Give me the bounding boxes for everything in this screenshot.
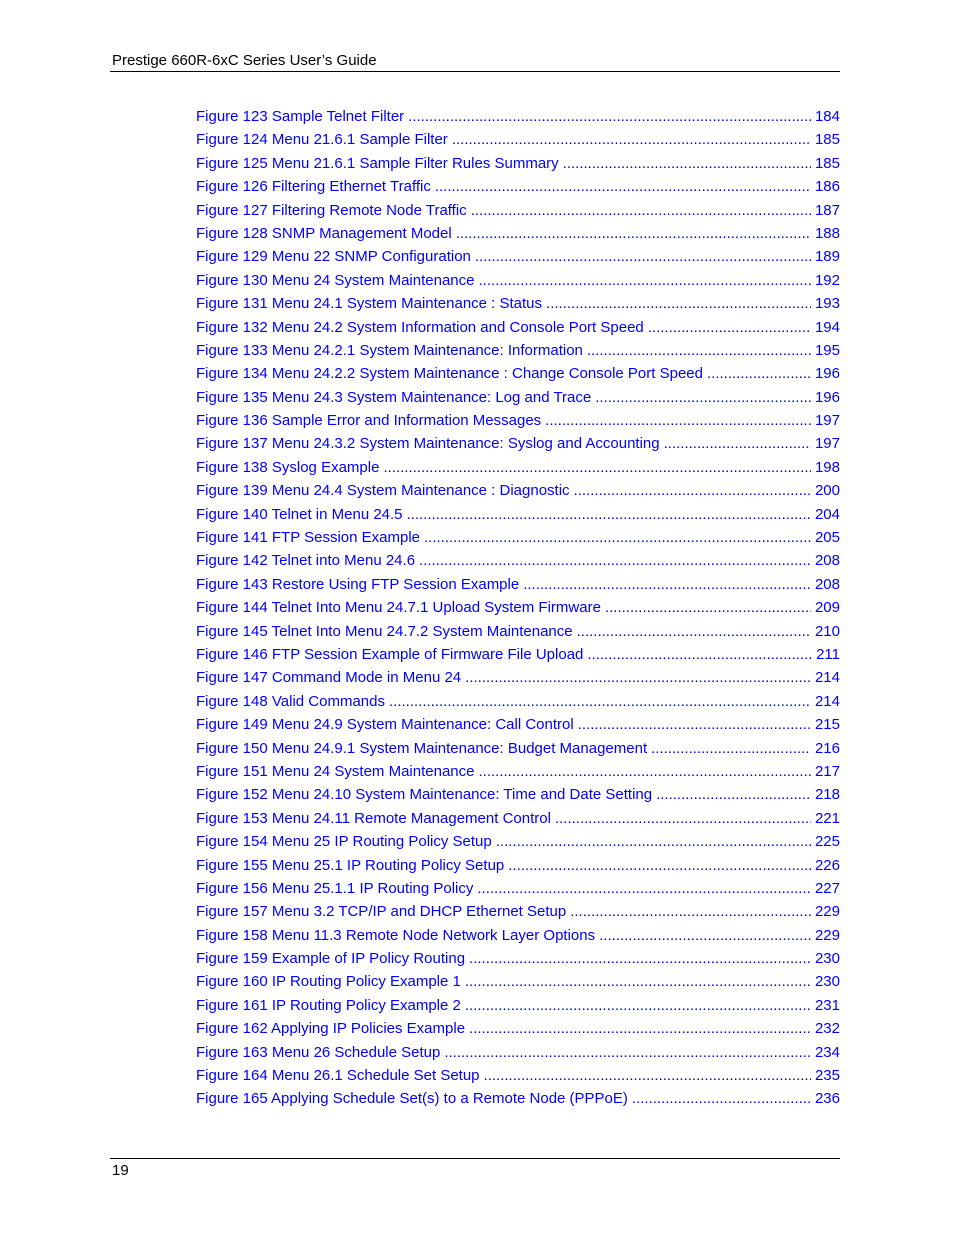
- toc-entry-page: 193: [814, 295, 840, 313]
- toc-dot-leader: [383, 456, 811, 479]
- toc-entry-title: Figure 160 IP Routing Policy Example 1: [196, 973, 461, 991]
- toc-entry-title: Figure 141 FTP Session Example: [196, 529, 420, 547]
- toc-entry-title: Figure 130 Menu 24 System Maintenance: [196, 271, 475, 289]
- toc-entry-link[interactable]: [196, 456, 840, 479]
- toc-dot-leader: [465, 970, 811, 993]
- toc-entry-page: 215: [814, 716, 840, 734]
- toc-entry-title: Figure 154 Menu 25 IP Routing Policy Setup: [196, 833, 492, 851]
- toc-dot-leader: [471, 199, 811, 222]
- toc-entry-title: Figure 153 Menu 24.11 Remote Management Control: [196, 809, 551, 827]
- toc-entry-link[interactable]: [196, 666, 840, 689]
- toc-entry-page: 231: [814, 996, 840, 1014]
- toc-dot-leader: [419, 549, 811, 572]
- toc-dot-leader: [707, 362, 811, 385]
- toc-dot-leader: [484, 1064, 811, 1087]
- toc-dot-leader: [599, 924, 811, 947]
- toc-entry-link[interactable]: [196, 479, 840, 502]
- toc-dot-leader: [469, 1017, 811, 1040]
- toc-entry-title: Figure 148 Valid Commands: [196, 692, 385, 710]
- toc-entry-title: Figure 135 Menu 24.3 System Maintenance: Log and Trace: [196, 388, 592, 406]
- toc-entry-title: Figure 125 Menu 21.6.1 Sample Filter Rules Summary: [196, 154, 559, 172]
- toc-entry-title: Figure 129 Menu 22 SNMP Configuration: [196, 248, 471, 266]
- toc-entry-title: Figure 164 Menu 26.1 Schedule Set Setup: [196, 1067, 480, 1085]
- toc-entry-title: Figure 136 Sample Error and Information Messages: [196, 412, 542, 430]
- toc-entry-title: Figure 134 Menu 24.2.2 System Maintenance : Change Console Port Speed: [196, 365, 703, 383]
- toc-entry-title: Figure 155 Menu 25.1 IP Routing Policy Setup: [196, 856, 505, 874]
- toc-entry-page: 205: [814, 529, 840, 547]
- toc-entry-page: 186: [814, 178, 840, 196]
- toc-entry-title: Figure 159 Example of IP Policy Routing: [196, 950, 466, 968]
- toc-entry-page: 225: [814, 833, 840, 851]
- toc-dot-leader: [656, 783, 811, 806]
- toc-entry-page: 229: [814, 903, 840, 921]
- toc-entry-title: Figure 133 Menu 24.2.1 System Maintenance: Information: [196, 341, 583, 359]
- toc-entry-title: Figure 149 Menu 24.9 System Maintenance: Call Control: [196, 716, 574, 734]
- toc-entry-link[interactable]: [196, 526, 840, 549]
- toc-entry-page: 214: [814, 669, 840, 687]
- toc-dot-leader: [555, 807, 811, 830]
- toc-entry-link[interactable]: [196, 1041, 840, 1064]
- toc-entry-page: 236: [814, 1090, 840, 1108]
- toc-dot-leader: [508, 854, 811, 877]
- toc-entry-link[interactable]: [196, 830, 840, 853]
- toc-entry-page: 234: [814, 1043, 840, 1061]
- toc-entry-page: 188: [814, 224, 840, 242]
- toc-entry-title: Figure 161 IP Routing Policy Example 2: [196, 996, 461, 1014]
- toc-dot-leader: [477, 877, 811, 900]
- footer-divider: [110, 1158, 840, 1159]
- header-divider: [110, 71, 840, 72]
- toc-dot-leader: [435, 175, 811, 198]
- toc-dot-leader: [479, 269, 811, 292]
- toc-dot-leader: [465, 666, 811, 689]
- toc-dot-leader: [456, 222, 811, 245]
- toc-entry-page: 196: [814, 365, 840, 383]
- toc-entry-link[interactable]: [196, 549, 840, 572]
- toc-entry-page: 214: [814, 692, 840, 710]
- page-header-title: Prestige 660R-6xC Series User’s Guide: [112, 52, 377, 69]
- toc-dot-leader: [452, 128, 811, 151]
- toc-dot-leader: [574, 479, 811, 502]
- toc-entry-title: Figure 123 Sample Telnet Filter: [196, 108, 405, 125]
- toc-entry-title: Figure 138 Syslog Example: [196, 458, 380, 476]
- toc-entry-link[interactable]: [196, 105, 840, 128]
- toc-dot-leader: [546, 292, 811, 315]
- toc-entry-link[interactable]: [196, 737, 840, 760]
- toc-entry-link[interactable]: [196, 339, 840, 362]
- toc-entry-page: 230: [814, 950, 840, 968]
- table-of-figures: [196, 105, 840, 1111]
- toc-entry-link[interactable]: [196, 620, 840, 643]
- toc-entry-page: 204: [814, 505, 840, 523]
- footer-page-number: 19: [112, 1162, 129, 1179]
- toc-entry-link[interactable]: [196, 245, 840, 268]
- toc-entry-link[interactable]: [196, 316, 840, 339]
- toc-entry-link[interactable]: [196, 409, 840, 432]
- toc-entry-page: 226: [814, 856, 840, 874]
- toc-entry-link[interactable]: [196, 128, 840, 151]
- toc-entry-title: Figure 163 Menu 26 Schedule Setup: [196, 1043, 441, 1061]
- toc-entry-link[interactable]: [196, 362, 840, 385]
- toc-entry-link[interactable]: [196, 292, 840, 315]
- toc-entry-page: 185: [814, 131, 840, 149]
- toc-entry-page: 196: [814, 388, 840, 406]
- toc-entry-link[interactable]: [196, 877, 840, 900]
- toc-entry-title: Figure 147 Command Mode in Menu 24: [196, 669, 462, 687]
- toc-entry-title: Figure 151 Menu 24 System Maintenance: [196, 762, 475, 780]
- toc-entry-link[interactable]: [196, 1017, 840, 1040]
- toc-entry-link[interactable]: [196, 1087, 840, 1110]
- toc-entry-title: Figure 144 Telnet Into Menu 24.7.1 Upload System Firmware: [196, 599, 601, 617]
- toc-entry-link[interactable]: [196, 643, 840, 666]
- toc-entry-page: 197: [814, 412, 840, 430]
- toc-entry-link[interactable]: [196, 152, 840, 175]
- toc-entry-page: 227: [814, 879, 840, 897]
- toc-entry-title: Figure 157 Menu 3.2 TCP/IP and DHCP Ethernet Setup: [196, 903, 567, 921]
- toc-entry-page: 194: [814, 318, 840, 336]
- toc-entry-link[interactable]: [196, 386, 840, 409]
- toc-dot-leader: [587, 339, 811, 362]
- toc-entry-title: Figure 143 Restore Using FTP Session Example: [196, 575, 520, 593]
- toc-entry-link[interactable]: [196, 199, 840, 222]
- toc-entry-page: 209: [814, 599, 840, 617]
- toc-entry-link[interactable]: [196, 269, 840, 292]
- toc-entry-page: 200: [814, 482, 840, 500]
- toc-entry-link[interactable]: [196, 994, 840, 1017]
- toc-entry-link[interactable]: [196, 222, 840, 245]
- toc-entry-title: Figure 146 FTP Session Example of Firmware File Upload: [196, 645, 584, 663]
- toc-dot-leader: [605, 596, 811, 619]
- toc-entry-link[interactable]: [196, 924, 840, 947]
- toc-entry-page: 229: [814, 926, 840, 944]
- toc-entry-page: 192: [814, 271, 840, 289]
- toc-entry-title: Figure 150 Menu 24.9.1 System Maintenance: Budget Management: [196, 739, 648, 757]
- toc-entry-page: 187: [814, 201, 840, 219]
- toc-entry-page: 198: [814, 458, 840, 476]
- toc-dot-leader: [408, 105, 811, 128]
- toc-entry-link[interactable]: [196, 596, 840, 619]
- toc-dot-leader: [496, 830, 811, 853]
- toc-dot-leader: [479, 760, 811, 783]
- toc-entry-title: Figure 158 Menu 11.3 Remote Node Network Layer Options: [196, 926, 596, 944]
- toc-entry-title: Figure 156 Menu 25.1.1 IP Routing Policy: [196, 879, 474, 897]
- toc-entry-link[interactable]: [196, 573, 840, 596]
- toc-entry-title: Figure 137 Menu 24.3.2 System Maintenance: Syslog and Accounting: [196, 435, 660, 453]
- toc-entry-title: Figure 124 Menu 21.6.1 Sample Filter: [196, 131, 448, 149]
- toc-entry-link[interactable]: [196, 690, 840, 713]
- toc-entry-page: 235: [814, 1067, 840, 1085]
- toc-entry-title: Figure 140 Telnet in Menu 24.5: [196, 505, 403, 523]
- toc-dot-leader: [465, 994, 811, 1017]
- toc-entry-page: 232: [814, 1020, 840, 1038]
- toc-entry-page: 195: [814, 341, 840, 359]
- toc-entry-page: 210: [814, 622, 840, 640]
- toc-entry-title: Figure 131 Menu 24.1 System Maintenance : Status: [196, 295, 543, 313]
- toc-entry-link[interactable]: [196, 854, 840, 877]
- toc-entry-title: Figure 162 Applying IP Policies Example: [196, 1020, 466, 1038]
- toc-entry-title: Figure 139 Menu 24.4 System Maintenance : Diagnostic: [196, 482, 570, 500]
- toc-dot-leader: [570, 900, 811, 923]
- toc-dot-leader: [563, 152, 811, 175]
- toc-entry-page: 211: [816, 645, 840, 663]
- toc-entry-title: Figure 132 Menu 24.2 System Information and Console Port Speed: [196, 318, 644, 336]
- toc-dot-leader: [577, 620, 811, 643]
- toc-entry-page: 197: [814, 435, 840, 453]
- toc-dot-leader: [664, 432, 811, 455]
- toc-dot-leader: [632, 1087, 811, 1110]
- toc-entry-title: Figure 165 Applying Schedule Set(s) to a Remote Node (PPPoE): [196, 1090, 628, 1108]
- toc-entry-link[interactable]: [196, 970, 840, 993]
- toc-entry-page: 221: [814, 809, 840, 827]
- toc-entry-link[interactable]: [196, 503, 840, 526]
- toc-dot-leader: [587, 643, 812, 666]
- toc-entry-title: Figure 128 SNMP Management Model: [196, 224, 452, 242]
- toc-dot-leader: [407, 503, 811, 526]
- toc-entry-link[interactable]: [196, 947, 840, 970]
- toc-entry-link[interactable]: [196, 760, 840, 783]
- toc-entry-page: 185: [814, 154, 840, 172]
- toc-entry-page: 189: [814, 248, 840, 266]
- toc-entry-title: Figure 126 Filtering Ethernet Traffic: [196, 178, 431, 196]
- toc-entry-link[interactable]: [196, 432, 840, 455]
- toc-entry-title: Figure 142 Telnet into Menu 24.6: [196, 552, 416, 570]
- toc-entry-link[interactable]: [196, 175, 840, 198]
- toc-dot-leader: [523, 573, 811, 596]
- toc-dot-leader: [469, 947, 811, 970]
- toc-dot-leader: [648, 316, 811, 339]
- toc-entry-page: 218: [814, 786, 840, 804]
- toc-entry-page: 216: [814, 739, 840, 757]
- toc-entry-page: 230: [814, 973, 840, 991]
- toc-entry-link[interactable]: [196, 900, 840, 923]
- toc-dot-leader: [475, 245, 811, 268]
- toc-entry-title: Figure 152 Menu 24.10 System Maintenance: Time and Date Setting: [196, 786, 653, 804]
- toc-entry-link[interactable]: [196, 783, 840, 806]
- toc-entry-link[interactable]: [196, 1064, 840, 1087]
- toc-dot-leader: [424, 526, 811, 549]
- toc-entry-page: 217: [814, 762, 840, 780]
- toc-entry-title: Figure 145 Telnet Into Menu 24.7.2 System Maintenance: [196, 622, 573, 640]
- toc-dot-leader: [595, 386, 811, 409]
- toc-entry-link[interactable]: [196, 807, 840, 830]
- toc-entry-page: 208: [814, 552, 840, 570]
- toc-entry-title: Figure 127 Filtering Remote Node Traffic: [196, 201, 467, 219]
- toc-entry-page: 184: [814, 108, 840, 125]
- toc-dot-leader: [651, 737, 811, 760]
- toc-dot-leader: [444, 1041, 811, 1064]
- toc-dot-leader: [578, 713, 811, 736]
- toc-dot-leader: [545, 409, 811, 432]
- toc-entry-link[interactable]: [196, 713, 840, 736]
- toc-dot-leader: [389, 690, 811, 713]
- toc-entry-page: 208: [814, 575, 840, 593]
